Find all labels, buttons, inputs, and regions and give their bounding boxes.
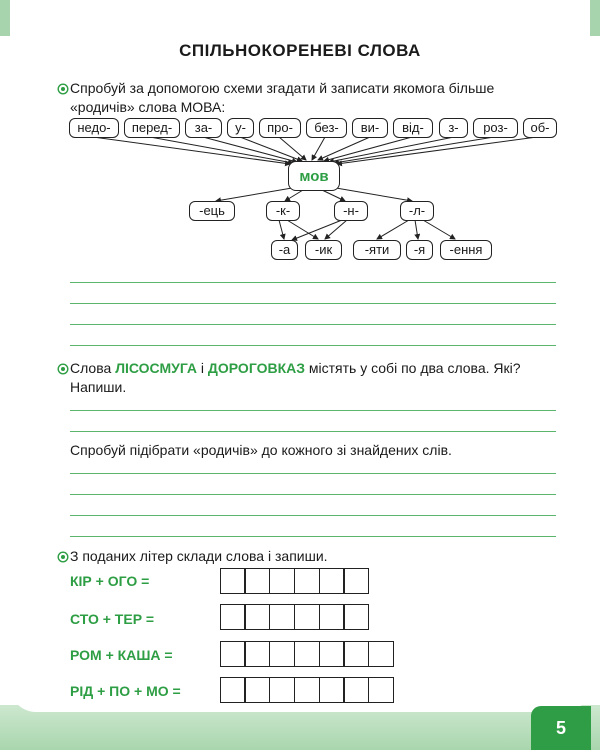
- task2-part2: і: [197, 360, 208, 376]
- letter-cell[interactable]: [294, 568, 320, 594]
- ending-pill: -ення: [440, 240, 492, 260]
- letter-cell[interactable]: [244, 568, 270, 594]
- answer-grid: [221, 677, 394, 703]
- letter-cell[interactable]: [269, 641, 295, 667]
- task1-line2: «родичів» слова МОВА:: [70, 99, 226, 115]
- letter-cell[interactable]: [319, 641, 345, 667]
- letter-cell[interactable]: [244, 641, 270, 667]
- letter-cell[interactable]: [343, 568, 369, 594]
- letter-cell[interactable]: [319, 568, 345, 594]
- prefix-pill: від-: [393, 118, 433, 138]
- task3-text: З поданих літер склади слова і запиши.: [70, 548, 328, 564]
- prefix-pill: роз-: [473, 118, 518, 138]
- letter-cell[interactable]: [269, 604, 295, 630]
- writing-line[interactable]: [70, 431, 556, 432]
- suffix-pill: -л-: [400, 201, 434, 221]
- letters-equation: РІД + ПО + МО =: [70, 683, 181, 699]
- letter-cell[interactable]: [294, 604, 320, 630]
- letter-cell[interactable]: [343, 677, 369, 703]
- root-pill: мов: [288, 161, 340, 191]
- writing-line[interactable]: [70, 324, 556, 325]
- answer-grid: [221, 604, 369, 630]
- letter-cell[interactable]: [294, 677, 320, 703]
- writing-line[interactable]: [70, 473, 556, 474]
- task2-subtask: Спробуй підібрати «родичів» до кожного зі знайдених слів.: [70, 442, 452, 458]
- task2-text: [70, 359, 556, 397]
- task2-part3: містять у собі по два слова. Які?: [305, 360, 521, 376]
- writing-line[interactable]: [70, 536, 556, 537]
- prefix-pill: об-: [523, 118, 557, 138]
- prefix-pill: недо-: [69, 118, 119, 138]
- letter-cell[interactable]: [319, 604, 345, 630]
- letter-cell[interactable]: [269, 677, 295, 703]
- writing-line[interactable]: [70, 410, 556, 411]
- letter-cell[interactable]: [220, 677, 246, 703]
- ending-pill: -я: [406, 240, 433, 260]
- suffix-pill: -к-: [266, 201, 300, 221]
- writing-line[interactable]: [70, 515, 556, 516]
- word-lisosmuga: ЛІСОСМУГА: [115, 360, 198, 376]
- writing-line[interactable]: [70, 345, 556, 346]
- letter-cell[interactable]: [343, 641, 369, 667]
- page-title: СПІЛЬНОКОРЕНЕВІ СЛОВА: [179, 41, 421, 60]
- letter-cell[interactable]: [244, 604, 270, 630]
- ending-pill: -ик: [305, 240, 342, 260]
- prefix-pill: за-: [185, 118, 222, 138]
- letter-cell[interactable]: [319, 677, 345, 703]
- page-number: 5: [531, 706, 591, 750]
- prefix-pill: перед-: [124, 118, 180, 138]
- suffix-pill: -н-: [334, 201, 368, 221]
- letter-cell[interactable]: [269, 568, 295, 594]
- ending-pill: -яти: [353, 240, 401, 260]
- letter-cell[interactable]: [343, 604, 369, 630]
- prefix-pill: з-: [439, 118, 468, 138]
- task2-part1: Слова: [70, 360, 116, 376]
- task1-line1: Спробуй за допомогою схеми згадати й записати якомога більше: [70, 80, 495, 96]
- letters-equation: СТО + ТЕР =: [70, 611, 155, 627]
- writing-line[interactable]: [70, 282, 556, 283]
- prefix-pill: у-: [227, 118, 254, 138]
- answer-grid: [221, 641, 394, 667]
- prefix-pill: без-: [306, 118, 347, 138]
- letter-cell[interactable]: [220, 641, 246, 667]
- ending-pill: -а: [271, 240, 298, 260]
- letter-cell[interactable]: [368, 641, 394, 667]
- letter-cell[interactable]: [220, 568, 246, 594]
- suffix-pill: -ець: [189, 201, 235, 221]
- writing-line[interactable]: [70, 303, 556, 304]
- prefix-pill: ви-: [352, 118, 388, 138]
- letter-cell[interactable]: [294, 641, 320, 667]
- word-dorohovkaz: ДОРОГОВКАЗ: [207, 360, 305, 376]
- task-bullet-icon: [57, 551, 69, 563]
- letter-cell[interactable]: [244, 677, 270, 703]
- letters-equation: КІР + ОГО =: [70, 573, 150, 589]
- letter-cell[interactable]: [368, 677, 394, 703]
- task2-line2: Напиши.: [70, 379, 127, 395]
- prefix-pill: про-: [259, 118, 301, 138]
- answer-grid: [221, 568, 369, 594]
- writing-line[interactable]: [70, 494, 556, 495]
- task-bullet-icon: [57, 363, 69, 375]
- letter-cell[interactable]: [220, 604, 246, 630]
- letters-equation: РОМ + КАША =: [70, 647, 173, 663]
